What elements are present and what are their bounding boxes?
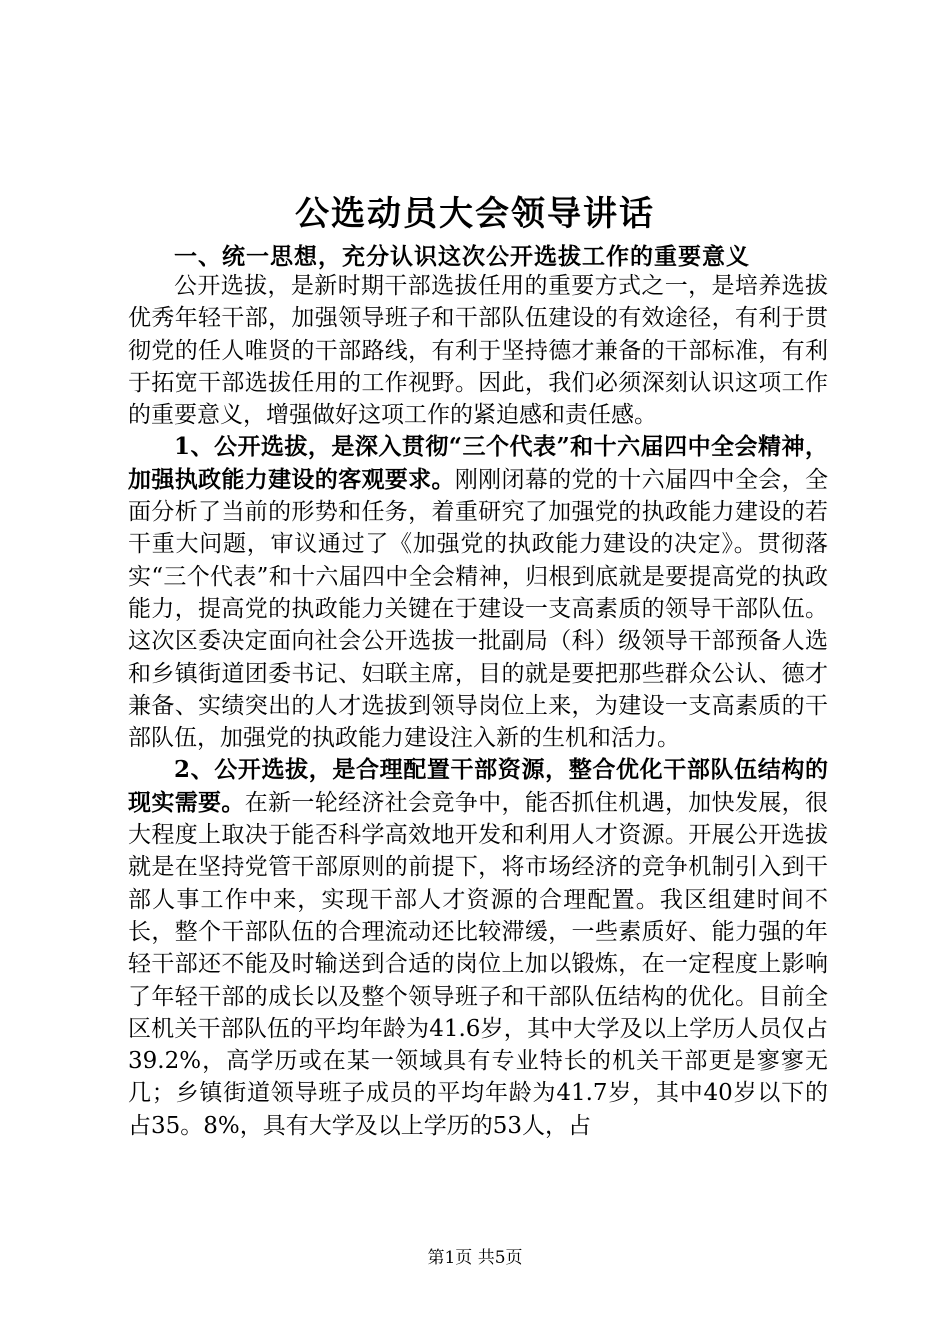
section-heading: 一、统一思想，充分认识这次公开选拔工作的重要意义 bbox=[174, 243, 750, 270]
paragraph-body: 在新一轮经济社会竞争中，能否抓住机遇，加快发展，很大程度上取决于能否科学高效地开发和利用人才资源。开展公开选拔就是在坚持党管干部原则的前提下，将市场经济的竞争机制引入到干部人事工作中来，实现干部人才资源的合理配置。我区组建时间不长，整个干部队伍的合理流动还比较滞缓，一些素质好、能力强的年轻干部还不能及时输送到合适的岗位上加以锻炼，在一定程度上影响了年轻干部的成长以及整个领导班子和干部队伍结构的优化。目前全区机关干部队伍的平均年龄为41.6岁，其中大学及以上学历人员仅占39.2%，高学历或在某一领域具有专业特长的机关干部更是寥寥无几；乡镇街道领导班子成员的平均年龄为41.7岁，其中40岁以下的占35。8%，具有大学及以上学历的53人，占 bbox=[128, 789, 829, 1139]
paragraph-lead: 1、公开选拔，是深入贯彻“三个代表”和十六届四中全会精神，加强执政能力建设的客观要求。 bbox=[128, 433, 828, 493]
document-title: 公选动员大会领导讲话 bbox=[295, 194, 655, 234]
document-body bbox=[128, 270, 828, 1142]
paragraph: 公开选拔，是新时期干部选拔任用的重要方式之一，是培养选拔优秀年轻干部，加强领导班子和干部队伍建设的有效途径，有利于贯彻党的任人唯贤的干部路线，有利于坚持德才兼备的干部标准，有利于拓宽干部选拔任用的工作视野。因此，我们必须深刻认识这项工作的重要意义，增强做好这项工作的紧迫感和责任感。 bbox=[128, 273, 828, 429]
paragraph-lead: 2、公开选拔，是合理配置干部资源，整合优化干部队伍结构的现实需要。 bbox=[128, 756, 828, 816]
page-footer: 第1页 共5页 bbox=[427, 1248, 523, 1268]
paragraph bbox=[128, 431, 828, 754]
paragraph-body: 刚刚闭幕的党的十六届四中全会，全面分析了当前的形势和任务，着重研究了加强党的执政能力建设的若干重大问题，审议通过了《加强党的执政能力建设的决定》。贯彻落实“三个代表”和十六届四中全会精神，归根到底就是要提高党的执政能力，提高党的执政能力关键在于建设一支高素质的领导干部队伍。这次区委决定面向社会公开选拔一批副局（科）级领导干部预备人选和乡镇街道团委书记、妇联主席，目的就是要把那些群众公认、德才兼备、实绩突出的人才选拔到领导岗位上来，为建设一支高素质的干部队伍，加强党的执政能力建设注入新的生机和活力。 bbox=[128, 466, 829, 752]
paragraph bbox=[128, 754, 828, 1142]
